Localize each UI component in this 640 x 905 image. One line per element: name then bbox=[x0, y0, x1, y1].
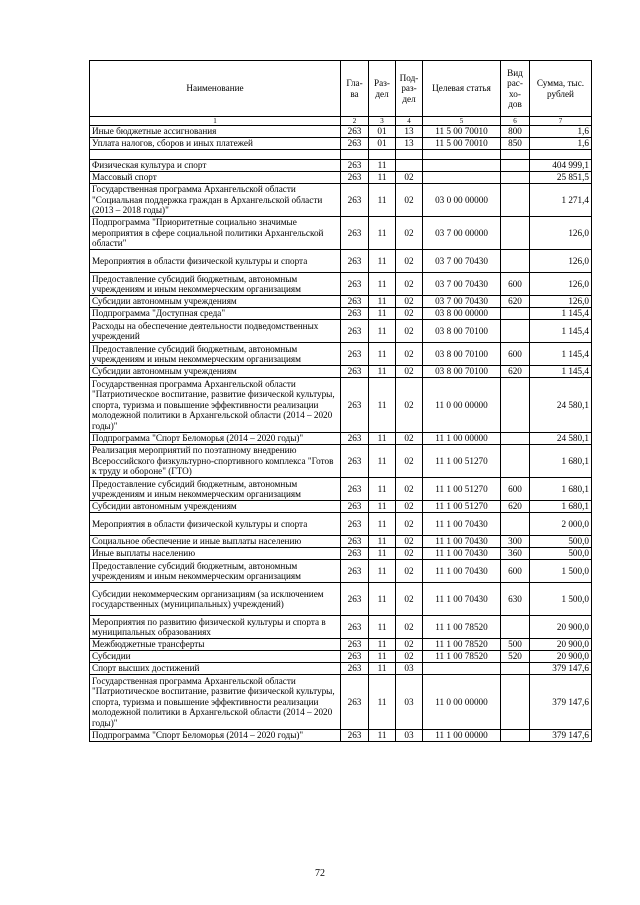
cell-podrazdel: 02 bbox=[396, 445, 423, 478]
spacer-cell bbox=[90, 150, 341, 160]
cell-name: Государственная программа Архангельской области "Патриотическое воспитание, развитие физической культуры, спорта, туризма и повышение эффективности реализации молодежной политики в Архангельской области (2014 – 2020 годы)" bbox=[90, 378, 341, 433]
header-razdel: Раз-дел bbox=[369, 61, 396, 117]
cell-razdel: 11 bbox=[369, 366, 396, 378]
cell-name: Предоставление субсидий бюджетным, автономным учреждениям и иным некоммерческим организациям bbox=[90, 343, 341, 366]
cell-podrazdel: 13 bbox=[396, 126, 423, 138]
cell-name: Субсидии автономным учреждениям bbox=[90, 366, 341, 378]
cell-name: Мероприятия в области физической культуры и спорта bbox=[90, 250, 341, 273]
cell-glava: 263 bbox=[341, 478, 369, 501]
cell-glava: 263 bbox=[341, 663, 369, 675]
cell-name: Подпрограмма "Приоритетные социально значимые мероприятия в сфере социальной политики Архангельской области" bbox=[90, 217, 341, 250]
cell-name: Государственная программа Архангельской области "Социальная поддержка граждан в Архангельской области (2013 – 2018 годы)" bbox=[90, 184, 341, 217]
cell-target: 11 1 00 70430 bbox=[423, 560, 501, 583]
cell-razdel: 11 bbox=[369, 651, 396, 663]
cell-podrazdel: 02 bbox=[396, 560, 423, 583]
cell-sum: 25 851,5 bbox=[530, 172, 592, 184]
cell-target: 11 0 00 00000 bbox=[423, 675, 501, 730]
table-row bbox=[90, 366, 592, 378]
cell-sum: 126,0 bbox=[530, 296, 592, 308]
cell-glava: 263 bbox=[341, 308, 369, 320]
cell-razdel: 11 bbox=[369, 675, 396, 730]
budget-table bbox=[89, 60, 592, 742]
cell-razdel: 01 bbox=[369, 138, 396, 150]
cell-vid bbox=[501, 172, 530, 184]
cell-podrazdel: 02 bbox=[396, 616, 423, 639]
cell-glava: 263 bbox=[341, 501, 369, 513]
cell-sum: 1 680,1 bbox=[530, 501, 592, 513]
cell-razdel: 11 bbox=[369, 536, 396, 548]
cell-sum: 1 145,4 bbox=[530, 308, 592, 320]
cell-target: 03 7 00 70430 bbox=[423, 250, 501, 273]
cell-vid bbox=[501, 616, 530, 639]
header-row bbox=[90, 61, 592, 117]
cell-podrazdel: 03 bbox=[396, 730, 423, 742]
cell-name: Предоставление субсидий бюджетным, автономным учреждениям и иным некоммерческим организациям bbox=[90, 273, 341, 296]
cell-razdel: 11 bbox=[369, 296, 396, 308]
cell-name: Уплата налогов, сборов и иных платежей bbox=[90, 138, 341, 150]
cell-razdel: 11 bbox=[369, 663, 396, 675]
cell-name: Физическая культура и спорт bbox=[90, 160, 341, 172]
table-row bbox=[90, 501, 592, 513]
cell-target: 11 1 00 78520 bbox=[423, 639, 501, 651]
column-numbers-row bbox=[90, 117, 592, 126]
table-row bbox=[90, 320, 592, 343]
cell-glava: 263 bbox=[341, 366, 369, 378]
cell-name: Субсидии автономным учреждениям bbox=[90, 501, 341, 513]
cell-name: Предоставление субсидий бюджетным, автономным учреждениям и иным некоммерческим организациям bbox=[90, 560, 341, 583]
table-row bbox=[90, 730, 592, 742]
cell-target: 11 1 00 78520 bbox=[423, 616, 501, 639]
table-body bbox=[90, 126, 592, 742]
cell-target: 11 1 00 78520 bbox=[423, 651, 501, 663]
cell-razdel: 11 bbox=[369, 320, 396, 343]
cell-target: 11 5 00 70010 bbox=[423, 138, 501, 150]
table-row bbox=[90, 616, 592, 639]
cell-sum: 379 147,6 bbox=[530, 663, 592, 675]
header-target: Целевая статья bbox=[423, 61, 501, 117]
cell-name: Субсидии bbox=[90, 651, 341, 663]
cell-razdel: 11 bbox=[369, 501, 396, 513]
cell-razdel: 11 bbox=[369, 184, 396, 217]
table-row bbox=[90, 250, 592, 273]
cell-vid: 520 bbox=[501, 651, 530, 663]
cell-vid: 620 bbox=[501, 366, 530, 378]
cell-sum: 20 900,0 bbox=[530, 616, 592, 639]
cell-target bbox=[423, 172, 501, 184]
cell-vid: 600 bbox=[501, 273, 530, 296]
cell-vid bbox=[501, 217, 530, 250]
cell-glava: 263 bbox=[341, 445, 369, 478]
cell-vid bbox=[501, 513, 530, 536]
table-row bbox=[90, 675, 592, 730]
cell-name: Спорт высших достижений bbox=[90, 663, 341, 675]
cell-glava: 263 bbox=[341, 560, 369, 583]
cell-podrazdel: 02 bbox=[396, 501, 423, 513]
cell-sum: 126,0 bbox=[530, 273, 592, 296]
cell-glava: 263 bbox=[341, 378, 369, 433]
cell-vid: 500 bbox=[501, 639, 530, 651]
cell-razdel: 11 bbox=[369, 250, 396, 273]
cell-podrazdel: 03 bbox=[396, 675, 423, 730]
cell-vid: 300 bbox=[501, 536, 530, 548]
cell-target: 03 8 00 70100 bbox=[423, 366, 501, 378]
cell-razdel: 11 bbox=[369, 172, 396, 184]
cell-vid: 360 bbox=[501, 548, 530, 560]
cell-podrazdel: 02 bbox=[396, 320, 423, 343]
cell-name: Расходы на обеспечение деятельности подведомственных учреждений bbox=[90, 320, 341, 343]
cell-target: 11 1 00 00000 bbox=[423, 730, 501, 742]
cell-vid: 620 bbox=[501, 296, 530, 308]
cell-vid bbox=[501, 320, 530, 343]
cell-razdel: 11 bbox=[369, 308, 396, 320]
cell-podrazdel bbox=[396, 160, 423, 172]
cell-target: 03 8 00 70100 bbox=[423, 343, 501, 366]
cell-podrazdel: 02 bbox=[396, 184, 423, 217]
cell-podrazdel: 02 bbox=[396, 273, 423, 296]
cell-sum: 1 500,0 bbox=[530, 560, 592, 583]
cell-vid bbox=[501, 445, 530, 478]
header-glava: Гла-ва bbox=[341, 61, 369, 117]
cell-glava: 263 bbox=[341, 651, 369, 663]
cell-sum: 379 147,6 bbox=[530, 730, 592, 742]
cell-vid bbox=[501, 675, 530, 730]
cell-sum: 1 500,0 bbox=[530, 583, 592, 616]
table-row bbox=[90, 478, 592, 501]
cell-target: 11 5 00 70010 bbox=[423, 126, 501, 138]
cell-razdel: 11 bbox=[369, 478, 396, 501]
header-name: Наименование bbox=[90, 61, 341, 117]
table-row bbox=[90, 138, 592, 150]
table-row bbox=[90, 184, 592, 217]
cell-glava: 263 bbox=[341, 217, 369, 250]
column-number: 3 bbox=[369, 117, 396, 126]
cell-vid: 600 bbox=[501, 343, 530, 366]
column-number: 6 bbox=[501, 117, 530, 126]
cell-sum: 1 680,1 bbox=[530, 478, 592, 501]
cell-podrazdel: 02 bbox=[396, 651, 423, 663]
cell-glava: 263 bbox=[341, 433, 369, 445]
cell-target: 11 1 00 51270 bbox=[423, 501, 501, 513]
cell-podrazdel: 02 bbox=[396, 583, 423, 616]
header-sum: Сумма, тыс. рублей bbox=[530, 61, 592, 117]
table-row bbox=[90, 663, 592, 675]
cell-sum: 24 580,1 bbox=[530, 378, 592, 433]
cell-razdel: 01 bbox=[369, 126, 396, 138]
cell-razdel: 11 bbox=[369, 560, 396, 583]
table-row bbox=[90, 583, 592, 616]
column-number: 1 bbox=[90, 117, 341, 126]
cell-glava: 263 bbox=[341, 548, 369, 560]
cell-sum: 24 580,1 bbox=[530, 433, 592, 445]
cell-vid bbox=[501, 663, 530, 675]
table-row bbox=[90, 536, 592, 548]
cell-name: Социальное обеспечение и иные выплаты населению bbox=[90, 536, 341, 548]
cell-name: Подпрограмма "Доступная среда" bbox=[90, 308, 341, 320]
cell-razdel: 11 bbox=[369, 160, 396, 172]
cell-razdel: 11 bbox=[369, 217, 396, 250]
cell-target: 11 0 00 00000 bbox=[423, 378, 501, 433]
cell-vid: 800 bbox=[501, 126, 530, 138]
cell-podrazdel: 02 bbox=[396, 639, 423, 651]
cell-sum: 1 145,4 bbox=[530, 366, 592, 378]
cell-podrazdel: 02 bbox=[396, 478, 423, 501]
table-row bbox=[90, 445, 592, 478]
spacer-cell bbox=[369, 150, 396, 160]
cell-glava: 263 bbox=[341, 160, 369, 172]
cell-glava: 263 bbox=[341, 616, 369, 639]
column-number: 2 bbox=[341, 117, 369, 126]
column-number: 4 bbox=[396, 117, 423, 126]
cell-name: Субсидии некоммерческим организациям (за исключением государственных (муниципальных) учреждений) bbox=[90, 583, 341, 616]
cell-sum: 379 147,6 bbox=[530, 675, 592, 730]
cell-glava: 263 bbox=[341, 273, 369, 296]
cell-glava: 263 bbox=[341, 172, 369, 184]
cell-podrazdel: 13 bbox=[396, 138, 423, 150]
cell-name: Реализация мероприятий по поэтапному внедрению Всероссийского физкультурно-спортивного комплекса "Готов к труду и обороне" (ГТО) bbox=[90, 445, 341, 478]
cell-name: Иные бюджетные ассигнования bbox=[90, 126, 341, 138]
cell-name: Массовый спорт bbox=[90, 172, 341, 184]
column-number: 7 bbox=[530, 117, 592, 126]
cell-target: 03 7 00 70430 bbox=[423, 296, 501, 308]
cell-target: 11 1 00 70430 bbox=[423, 536, 501, 548]
cell-target: 11 1 00 51270 bbox=[423, 445, 501, 478]
cell-podrazdel: 02 bbox=[396, 343, 423, 366]
cell-target: 11 1 00 70430 bbox=[423, 548, 501, 560]
cell-razdel: 11 bbox=[369, 639, 396, 651]
cell-target: 11 1 00 51270 bbox=[423, 478, 501, 501]
cell-target: 11 1 00 70430 bbox=[423, 583, 501, 616]
cell-glava: 263 bbox=[341, 126, 369, 138]
cell-sum: 1 145,4 bbox=[530, 320, 592, 343]
cell-razdel: 11 bbox=[369, 548, 396, 560]
cell-name: Мероприятия по развитию физической культуры и спорта в муниципальных образованиях bbox=[90, 616, 341, 639]
table-row bbox=[90, 273, 592, 296]
cell-razdel: 11 bbox=[369, 616, 396, 639]
table-row bbox=[90, 378, 592, 433]
cell-glava: 263 bbox=[341, 184, 369, 217]
cell-sum: 2 000,0 bbox=[530, 513, 592, 536]
cell-vid bbox=[501, 433, 530, 445]
cell-vid: 600 bbox=[501, 478, 530, 501]
table-row bbox=[90, 217, 592, 250]
cell-name: Иные выплаты населению bbox=[90, 548, 341, 560]
cell-vid: 620 bbox=[501, 501, 530, 513]
cell-podrazdel: 03 bbox=[396, 663, 423, 675]
cell-glava: 263 bbox=[341, 250, 369, 273]
cell-glava: 263 bbox=[341, 513, 369, 536]
table-row bbox=[90, 296, 592, 308]
cell-podrazdel: 02 bbox=[396, 366, 423, 378]
cell-sum: 126,0 bbox=[530, 217, 592, 250]
cell-podrazdel: 02 bbox=[396, 548, 423, 560]
cell-razdel: 11 bbox=[369, 343, 396, 366]
cell-target: 11 1 00 70430 bbox=[423, 513, 501, 536]
table-row bbox=[90, 639, 592, 651]
header-podrazdel: Под-раз-дел bbox=[396, 61, 423, 117]
cell-name: Предоставление субсидий бюджетным, автономным учреждениям и иным некоммерческим организациям bbox=[90, 478, 341, 501]
cell-razdel: 11 bbox=[369, 378, 396, 433]
cell-vid bbox=[501, 160, 530, 172]
cell-sum: 20 900,0 bbox=[530, 639, 592, 651]
cell-vid bbox=[501, 250, 530, 273]
cell-target: 03 0 00 00000 bbox=[423, 184, 501, 217]
cell-razdel: 11 bbox=[369, 513, 396, 536]
cell-sum: 1 145,4 bbox=[530, 343, 592, 366]
header-vid: Вид рас-хо-дов bbox=[501, 61, 530, 117]
cell-podrazdel: 02 bbox=[396, 433, 423, 445]
cell-target: 11 1 00 00000 bbox=[423, 433, 501, 445]
cell-name: Подпрограмма "Спорт Беломорья (2014 – 2020 годы)" bbox=[90, 730, 341, 742]
table-row bbox=[90, 160, 592, 172]
cell-podrazdel: 02 bbox=[396, 513, 423, 536]
cell-sum: 500,0 bbox=[530, 536, 592, 548]
cell-glava: 263 bbox=[341, 138, 369, 150]
cell-sum: 126,0 bbox=[530, 250, 592, 273]
cell-name: Подпрограмма "Спорт Беломорья (2014 – 2020 годы)" bbox=[90, 433, 341, 445]
spacer-cell bbox=[396, 150, 423, 160]
cell-podrazdel: 02 bbox=[396, 308, 423, 320]
spacer-cell bbox=[501, 150, 530, 160]
cell-podrazdel: 02 bbox=[396, 250, 423, 273]
cell-razdel: 11 bbox=[369, 730, 396, 742]
cell-target: 03 7 00 00000 bbox=[423, 217, 501, 250]
cell-podrazdel: 02 bbox=[396, 536, 423, 548]
cell-razdel: 11 bbox=[369, 273, 396, 296]
spacer-cell bbox=[530, 150, 592, 160]
cell-sum: 20 900,0 bbox=[530, 651, 592, 663]
cell-sum: 1 271,4 bbox=[530, 184, 592, 217]
cell-vid bbox=[501, 378, 530, 433]
cell-sum: 1,6 bbox=[530, 126, 592, 138]
table-row bbox=[90, 433, 592, 445]
cell-glava: 263 bbox=[341, 730, 369, 742]
cell-name: Межбюджетные трансферты bbox=[90, 639, 341, 651]
cell-vid bbox=[501, 730, 530, 742]
cell-sum: 1,6 bbox=[530, 138, 592, 150]
table-row bbox=[90, 308, 592, 320]
cell-target bbox=[423, 160, 501, 172]
cell-glava: 263 bbox=[341, 343, 369, 366]
cell-vid: 850 bbox=[501, 138, 530, 150]
page-number: 72 bbox=[315, 868, 325, 879]
cell-podrazdel: 02 bbox=[396, 296, 423, 308]
cell-sum: 500,0 bbox=[530, 548, 592, 560]
cell-name: Государственная программа Архангельской области "Патриотическое воспитание, развитие физической культуры, спорта, туризма и повышение эффективности реализации молодежной политики в Архангельской области (2014 – 2020 годы)" bbox=[90, 675, 341, 730]
cell-glava: 263 bbox=[341, 320, 369, 343]
table-row bbox=[90, 513, 592, 536]
cell-name: Мероприятия в области физической культуры и спорта bbox=[90, 513, 341, 536]
cell-razdel: 11 bbox=[369, 445, 396, 478]
table-row bbox=[90, 560, 592, 583]
cell-vid: 630 bbox=[501, 583, 530, 616]
cell-glava: 263 bbox=[341, 639, 369, 651]
column-number: 5 bbox=[423, 117, 501, 126]
cell-name: Субсидии автономным учреждениям bbox=[90, 296, 341, 308]
cell-glava: 263 bbox=[341, 583, 369, 616]
cell-sum: 404 999,1 bbox=[530, 160, 592, 172]
spacer-cell bbox=[423, 150, 501, 160]
table-row bbox=[90, 172, 592, 184]
cell-target: 03 8 00 00000 bbox=[423, 308, 501, 320]
table-row bbox=[90, 548, 592, 560]
cell-razdel: 11 bbox=[369, 433, 396, 445]
cell-glava: 263 bbox=[341, 536, 369, 548]
cell-glava: 263 bbox=[341, 296, 369, 308]
cell-vid: 600 bbox=[501, 560, 530, 583]
cell-vid bbox=[501, 184, 530, 217]
table-row bbox=[90, 651, 592, 663]
spacer-cell bbox=[341, 150, 369, 160]
cell-vid bbox=[501, 308, 530, 320]
table-row bbox=[90, 343, 592, 366]
cell-razdel: 11 bbox=[369, 583, 396, 616]
cell-podrazdel: 02 bbox=[396, 217, 423, 250]
cell-target: 03 7 00 70430 bbox=[423, 273, 501, 296]
cell-target bbox=[423, 663, 501, 675]
table-row bbox=[90, 126, 592, 138]
cell-glava: 263 bbox=[341, 675, 369, 730]
cell-target: 03 8 00 70100 bbox=[423, 320, 501, 343]
cell-podrazdel: 02 bbox=[396, 378, 423, 433]
cell-sum: 1 680,1 bbox=[530, 445, 592, 478]
spacer-row bbox=[90, 150, 592, 160]
cell-podrazdel: 02 bbox=[396, 172, 423, 184]
